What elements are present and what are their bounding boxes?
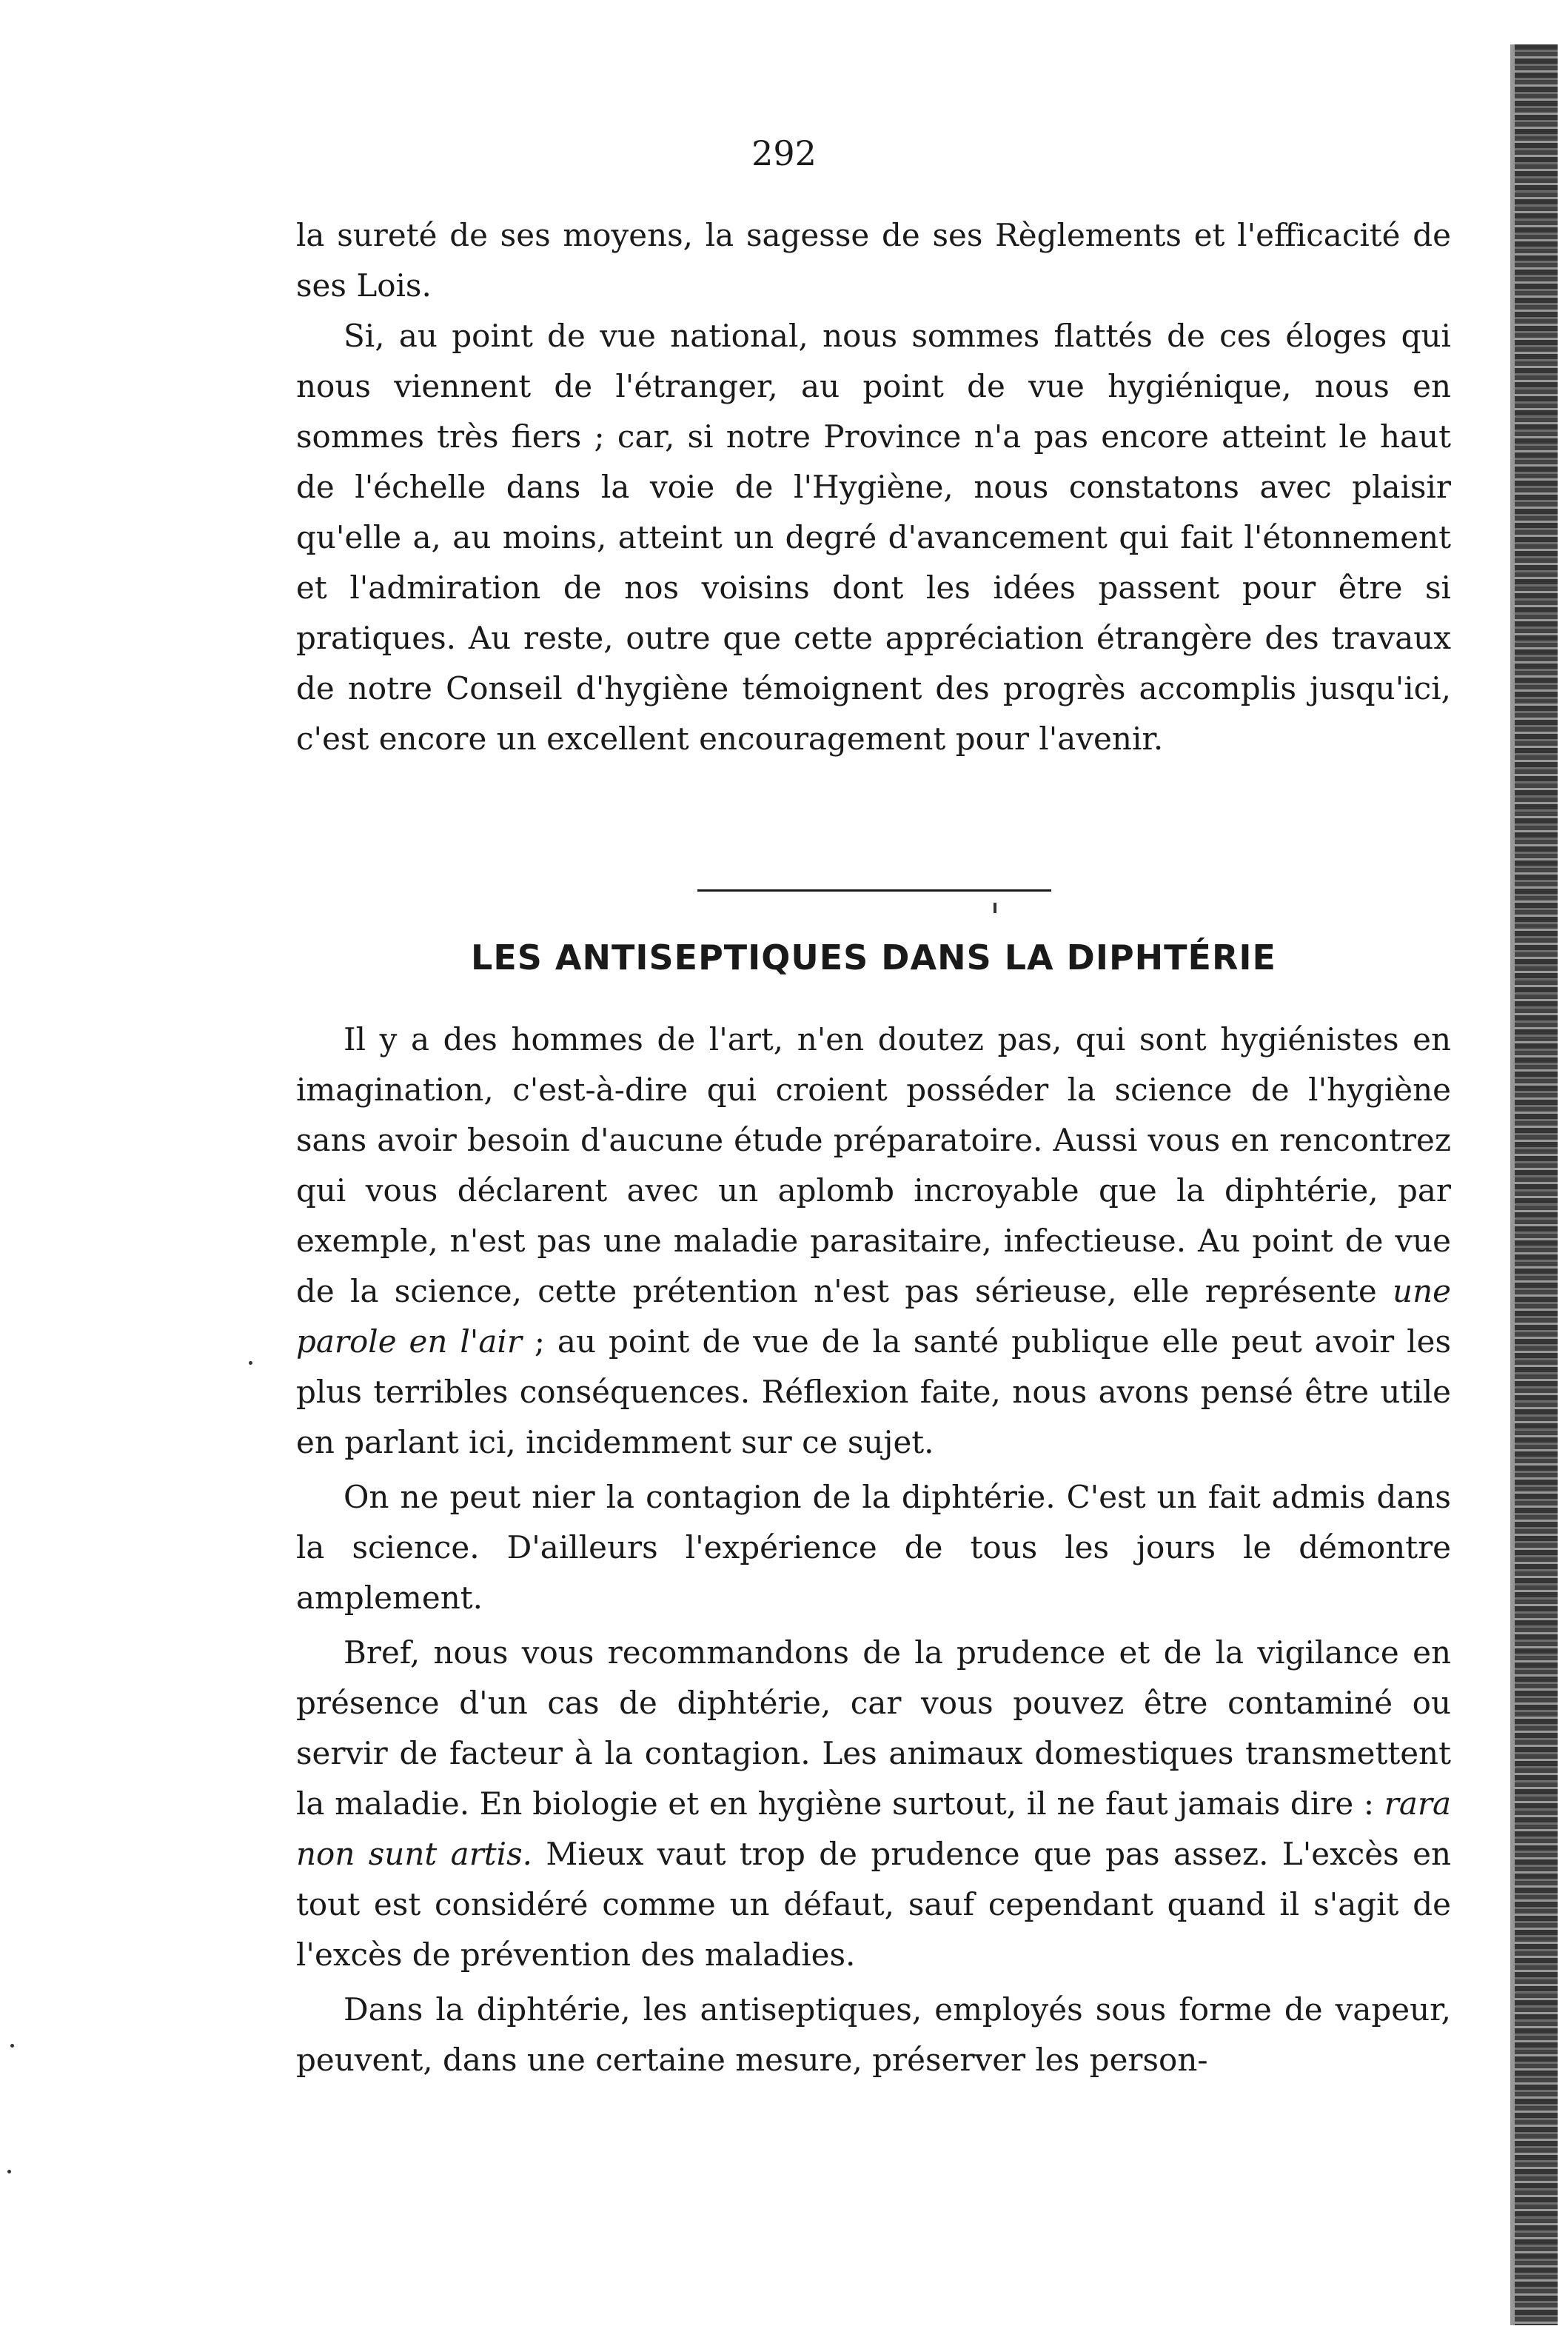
print-speck <box>10 2044 14 2048</box>
paragraph <box>296 1628 1451 1980</box>
print-speck <box>7 2170 11 2173</box>
section-separator <box>697 889 1051 892</box>
page-number: 292 <box>751 133 817 173</box>
text-run: Mieux vaut trop de prudence que pas assez. L'excès en tout est considéré comme un défaut, sauf cependant quand il s'agit de l'excès de prévention des maladies. <box>296 1836 1451 1973</box>
italic-phrase: rara non sunt artis. <box>296 1785 1451 1872</box>
section-body <box>296 1015 1451 2085</box>
continued-text <box>296 210 1451 764</box>
separator-mark <box>994 903 996 913</box>
text-run: ; au point de vue de la santé publique elle peut avoir les plus terribles conséquences. Réflexion faite, nous avons pensé être utile en parlant ici, incidemment sur ce sujet. <box>296 1323 1451 1460</box>
book-binding <box>1515 44 1558 2325</box>
print-speck <box>249 1361 252 1365</box>
paragraph: la sureté de ses moyens, la sagesse de ses Règlements et l'efficacité de ses Lois. <box>296 217 1451 304</box>
paragraph <box>296 1015 1451 1468</box>
italic-phrase: une parole en l'air <box>296 1273 1451 1360</box>
paragraph: Si, au point de vue national, nous sommes flattés de ces éloges qui nous viennent de l'étranger, au point de vue hygiénique, nous en sommes très fiers ; car, si notre Province n'a pas encore atteint le haut de l'échelle dans la voie de l'Hygiène, nous constatons avec plaisir qu'elle a, au moins, atteint un degré d'avancement qui fait l'étonnement et l'admiration de nos voisins dont les idées passent pour être si pratiques. Au reste, outre que cette appréciation étrangère des travaux de notre Conseil d'hygiène témoignent des progrès accomplis jusqu'ici, c'est encore un excellent encouragement pour l'avenir. <box>296 318 1451 757</box>
text-run: Il y a des hommes de l'art, n'en doutez pas, qui sont hygiénistes en imagination, c'est-à-dire qui croient posséder la science de l'hygiène sans avoir besoin d'aucune étude préparatoire. Aussi vous en rencontrez qui vous déclarent avec un aplomb incroyable que la diphtérie, par exemple, n'est pas une maladie parasitaire, infectieuse. Au point de vue de la science, cette prétention n'est pas sérieuse, elle représente <box>296 1021 1451 1309</box>
paragraph: On ne peut nier la contagion de la diphtérie. C'est un fait admis dans la science. D'ailleurs l'expérience de tous les jours le démontre amplement. <box>296 1479 1451 1616</box>
section-title: LES ANTISEPTIQUES DANS LA DIPHTÉRIE <box>471 938 1276 977</box>
paragraph: Dans la diphtérie, les antiseptiques, employés sous forme de vapeur, peuvent, dans une certaine mesure, préserver les person- <box>296 1991 1451 2078</box>
text-run: Bref, nous vous recommandons de la prudence et de la vigilance en présence d'un cas de diphtérie, car vous pouvez être contaminé ou servir de facteur à la contagion. Les animaux domestiques transmettent la maladie. En biologie et en hygiène surtout, il ne faut jamais dire : <box>296 1634 1451 1822</box>
